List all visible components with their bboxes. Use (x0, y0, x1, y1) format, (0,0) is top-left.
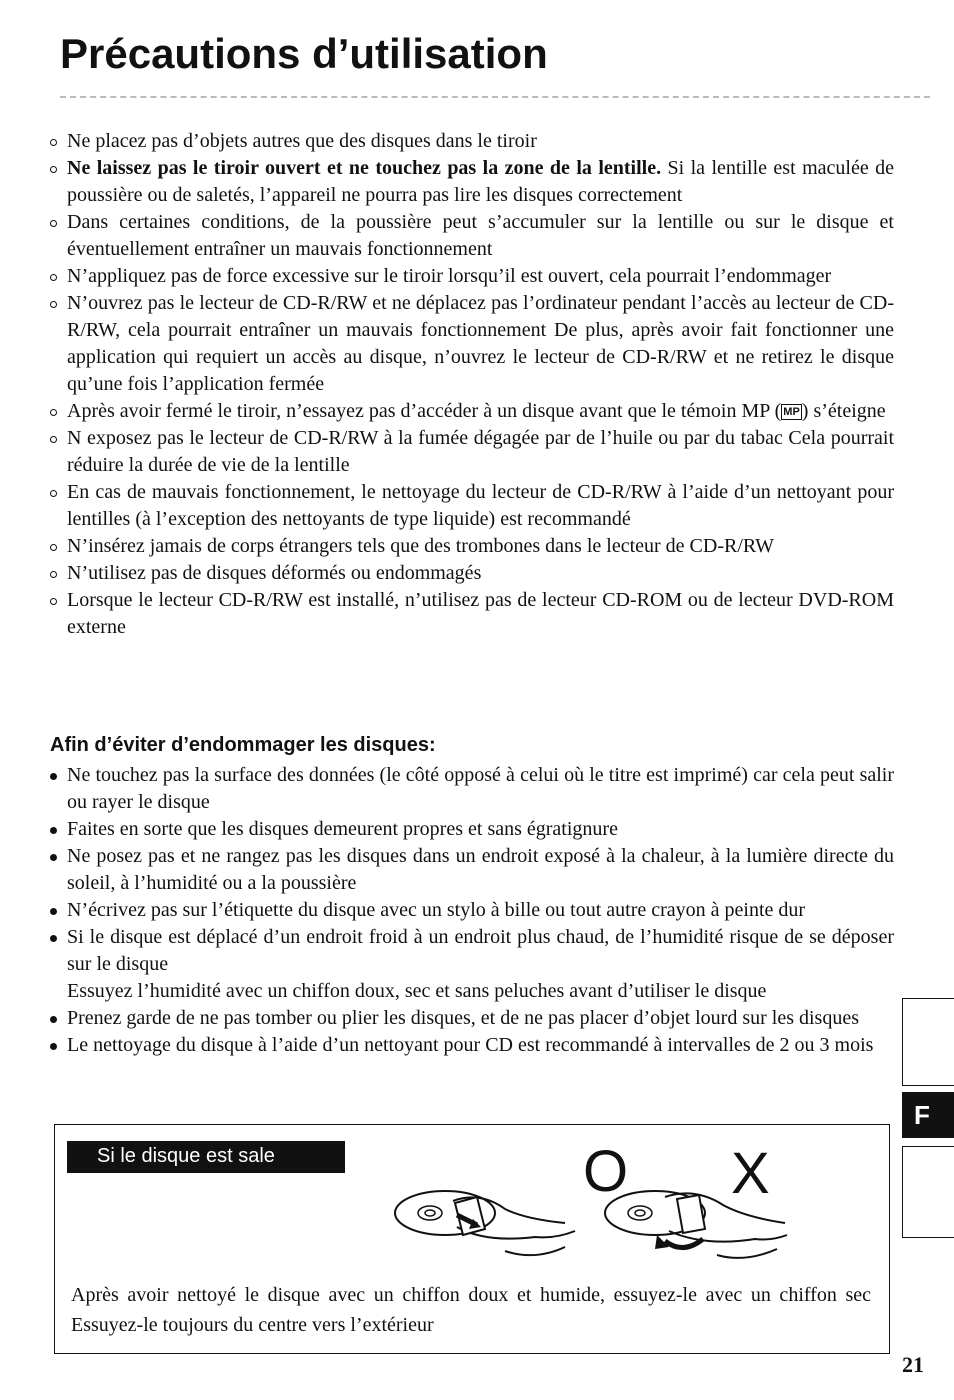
bullet-icon (50, 827, 57, 834)
side-tab-upper (902, 998, 954, 1086)
bullet-icon (50, 571, 57, 578)
bullet-icon (50, 1016, 57, 1023)
list-item: Après avoir fermé le tiroir, n’essayez pas d’accéder à un disque avant que le témoin MP ( MP ) s’éteigne (50, 398, 894, 425)
list-item: Ne posez pas et ne rangez pas les disques dans un endroit exposé à la chaleur, à la lumière directe du soleil, à l’humidité ou a la poussière (50, 843, 894, 897)
bullet-icon (50, 139, 57, 146)
bullet-icon (50, 598, 57, 605)
bullet-icon (50, 301, 57, 308)
cleaning-instructions-text: Après avoir nettoyé le disque avec un chiffon doux et humide, essuyez-le avec un chiffon sec Essuyez-le toujours du centre vers l’extérieur (71, 1284, 871, 1336)
wrong-mark-icon: X (731, 1141, 770, 1206)
bullet-icon (50, 544, 57, 551)
bullet-icon (50, 166, 57, 173)
list-item: Ne laissez pas le tiroir ouvert et ne touchez pas la zone de la lentille. Si la lentille est maculée de poussière ou de saletés, l’appareil ne pourra pas lire les disques correctement (50, 155, 894, 209)
bullet-icon (50, 436, 57, 443)
bullet-icon (50, 935, 57, 942)
list-item: N’ouvrez pas le lecteur de CD-R/RW et ne déplacez pas l’ordinateur pendant l’accès au lecteur de CD-R/RW, cela pourrait entraîner un mauvais fonctionnement De plus, après avoir fait fonctionner une application qui requiert un accès au disque, n’ouvrez le lecteur de CD-R/RW et ne retirez le disque qu’une fois l’application fermée (50, 290, 894, 398)
list-item: N’insérez jamais de corps étrangers tels que des trombones dans le lecteur de CD-R/RW (50, 533, 894, 560)
cleaning-box-label: Si le disque est sale (67, 1141, 345, 1173)
list-item: N exposez pas le lecteur de CD-R/RW à la fumée dégagée par de l’huile ou par du tabac Cela pourrait réduire la durée de vie de la lentille (50, 425, 894, 479)
page-number: 21 (902, 1352, 924, 1377)
page-title: Précautions d’utilisation (60, 30, 548, 77)
list-item: N’appliquez pas de force excessive sur le tiroir lorsqu’il est ouvert, cela pourrait l’endommager (50, 263, 894, 290)
bullet-icon (50, 773, 57, 780)
bullet-icon (50, 274, 57, 281)
list-item: Dans certaines conditions, de la poussière peut s’accumuler sur la lentille ou sur le disque et éventuellement entraîner un mauvais fonctionnement (50, 209, 894, 263)
moisture-note: Essuyez l’humidité avec un chiffon doux, sec et sans peluches avant d’utiliser le disque (67, 980, 767, 1002)
bullet-icon (50, 854, 57, 861)
list-item: N’utilisez pas de disques déformés ou endommagés (50, 560, 894, 587)
list-item: Faites en sorte que les disques demeurent propres et sans égratignure (50, 816, 894, 843)
list-item: Prenez garde de ne pas tomber ou plier les disques, et de ne pas placer d’objet lourd sur les disques (50, 1005, 894, 1032)
disc-care-list (50, 762, 894, 1059)
cleaning-instructions-box (54, 1124, 890, 1354)
bullet-icon (50, 1043, 57, 1050)
list-item: Ne placez pas d’objets autres que des disques dans le tiroir (50, 128, 894, 155)
correct-mark-icon: O (583, 1139, 629, 1204)
mp-indicator-icon: MP (783, 406, 800, 418)
bullet-icon (50, 220, 57, 227)
title-divider (60, 96, 930, 98)
bullet-icon (50, 490, 57, 497)
side-tab-lower (902, 1146, 954, 1238)
bullet-icon (50, 409, 57, 416)
section-tab-f: F (902, 1092, 954, 1138)
list-item: En cas de mauvais fonctionnement, le nettoyage du lecteur de CD-R/RW à l’aide d’un nettoyant pour lentilles (à l’exception des nettoyants de type liquide) est recommandé (50, 479, 894, 533)
list-item: Ne touchez pas la surface des données (le côté opposé à celui où le titre est imprimé) car cela peut salir ou rayer le disque (50, 762, 894, 816)
list-item: N’écrivez pas sur l’étiquette du disque avec un stylo à bille ou tout autre crayon à peinte dur (50, 897, 894, 924)
list-item: Si le disque est déplacé d’un endroit froid à un endroit plus chaud, de l’humidité risque de se déposer sur le disque Essuyez l’humidité avec un chiffon doux, sec et sans peluches avant d’utiliser le disque (50, 924, 894, 1005)
list-item: Lorsque le lecteur CD-R/RW est installé, n’utilisez pas de lecteur CD-ROM ou de lecteur DVD-ROM externe (50, 587, 894, 641)
precautions-list (50, 128, 894, 641)
bullet-icon (50, 908, 57, 915)
correct-cleaning-illustration (385, 1131, 585, 1271)
disc-section-heading: Afin d’éviter d’endommager les disques: (50, 734, 436, 756)
list-item: Le nettoyage du disque à l’aide d’un nettoyant pour CD est recommandé à intervalles de 2 ou 3 mois (50, 1032, 894, 1059)
